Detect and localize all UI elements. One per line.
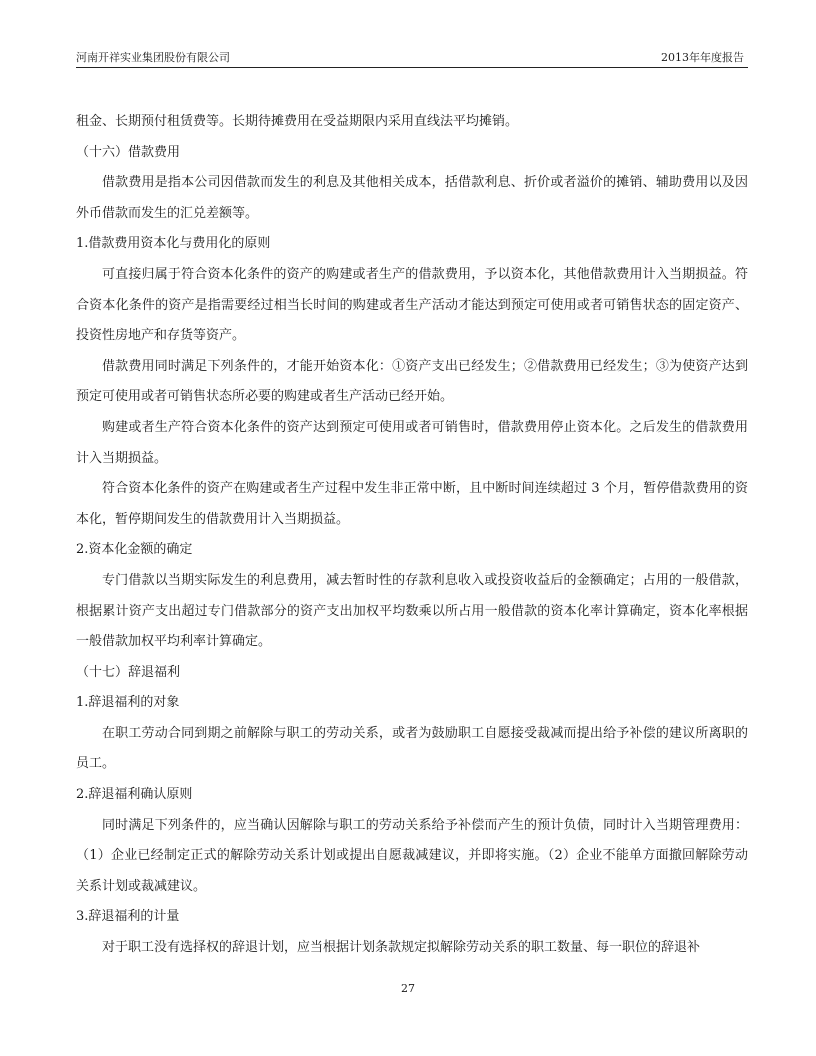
paragraph: 租金、长期预付租赁费等。长期待摊费用在受益期限内采用直线法平均摊销。	[76, 114, 519, 129]
paragraph: 专门借款以当期实际发生的利息费用，减去暂时性的存款利息收入或投资收益后的金额确定；占用的一般借款，根据累计资产支出超过专门借款部分的资产支出加权平均数乘以所占用一般借款的资本化率计算确定，资本化率根据一般借款加权平均利率计算确定。	[76, 572, 748, 650]
page-header	[76, 51, 748, 68]
paragraph: 购建或者生产符合资本化条件的资产达到预定可使用或者可销售时，借款费用停止资本化。之后发生的借款费用计入当期损益。	[76, 419, 748, 466]
section-heading: （十六）借款费用	[76, 144, 181, 160]
paragraph: 符合资本化条件的资产在购建或者生产过程中发生非正常中断，且中断时间连续超过 3 个月，暂停借款费用的资本化，暂停期间发生的借款费用计入当期损益。	[76, 481, 748, 527]
paragraph: 同时满足下列条件的，应当确认因解除与职工的劳动关系给予补偿而产生的预计负债，同时计入当期管理费用：（1）企业已经制定正式的解除劳动关系计划或提出自愿裁减建议，并即将实施。（2）企业不能单方面撤回解除劳动关系计划或裁减建议。	[76, 817, 748, 894]
subsection-heading: 1.辞退福利的对象	[76, 695, 180, 711]
header-report-title: 2013年年度报告	[661, 51, 744, 64]
paragraph: 在职工劳动合同到期之前解除与职工的劳动关系，或者为鼓励职工自愿接受裁减而提出给予补偿的建议所离职的员工。	[76, 725, 748, 772]
subsection-heading: 2.辞退福利确认原则	[76, 787, 193, 803]
subsection-heading: 2.资本化金额的确定	[76, 542, 193, 558]
paragraph: 可直接归属于符合资本化条件的资产的购建或者生产的借款费用，予以资本化，其他借款费用计入当期损益。符合资本化条件的资产是指需要经过相当长时间的购建或者生产活动才能达到预定可使用或者可销售状态的固定资产、投资性房地产和存货等资产。	[76, 266, 748, 344]
paragraph: 对于职工没有选择权的辞退计划，应当根据计划条款规定拟解除劳动关系的职工数量、每一职位的辞退补	[102, 940, 701, 956]
document-body	[76, 107, 748, 964]
paragraph: 借款费用同时满足下列条件的，才能开始资本化：①资产支出已经发生；②借款费用已经发生；③为使资产达到预定可使用或者可销售状态所必要的购建或者生产活动已经开始。	[76, 358, 748, 405]
page-number: 27	[401, 982, 415, 995]
subsection-heading: 3.辞退福利的计量	[76, 909, 180, 925]
section-heading: （十七）辞退福利	[76, 664, 181, 680]
paragraph: 借款费用是指本公司因借款而发生的利息及其他相关成本，括借款利息、折价或者溢价的摊销、辅助费用以及因外币借款而发生的汇兑差额等。	[76, 175, 748, 221]
header-company-name: 河南开祥实业集团股份有限公司	[76, 51, 230, 64]
subsection-heading: 1.借款费用资本化与费用化的原则	[76, 236, 271, 252]
